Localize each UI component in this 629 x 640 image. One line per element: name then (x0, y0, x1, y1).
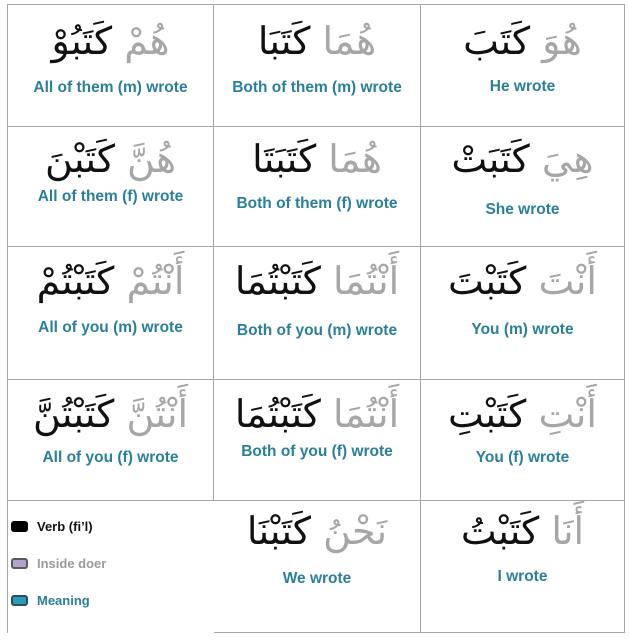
legend-label: Verb (fi’l) (37, 519, 93, 534)
legend-item-meaning (11, 593, 90, 608)
table-row (8, 247, 625, 380)
verb-word: كَتَبْتُمَا (234, 259, 321, 303)
meaning-text: You (m) wrote (471, 321, 574, 338)
conjugation-cell (8, 380, 214, 501)
doer-word: هِيَ (541, 137, 594, 181)
verb-word: كَتَبَتَا (252, 137, 317, 181)
verb-word: كَتَبُوْ (51, 19, 113, 63)
arabic-phrase (214, 13, 420, 69)
doer-word: أَنْتَ (538, 259, 597, 303)
table-row (8, 127, 625, 247)
legend-item-verb (11, 519, 93, 534)
verb-word: كَتَبْتُمْ (36, 259, 115, 303)
verb-word: كَتَبَ (463, 19, 531, 63)
conjugation-cell (8, 5, 214, 127)
verb-word: كَتَبْتُمَا (234, 392, 321, 436)
conjugation-cell (421, 247, 625, 380)
arabic-phrase (8, 131, 213, 187)
conjugation-cell (421, 501, 625, 633)
arabic-phrase (214, 131, 420, 187)
arabic-phrase (421, 503, 624, 559)
arabic-phrase (421, 253, 624, 309)
doer-word: نَحْنُ (323, 509, 388, 553)
doer-word: أَنْتُمَا (332, 392, 400, 436)
doer-word: هُمَا (322, 19, 377, 63)
verb-word: كَتَبْتُنَّ (32, 392, 115, 436)
doer-word: أَنَا (551, 509, 585, 553)
arabic-phrase (214, 386, 420, 442)
meaning-text: Both of them (f) wrote (236, 195, 398, 212)
doer-word: هُمَا (328, 137, 382, 181)
verb-word: كَتَبَا (257, 19, 311, 63)
conjugation-cell (214, 5, 421, 127)
conjugation-cell (214, 380, 421, 501)
arabic-phrase (421, 131, 624, 187)
meaning-text: You (f) wrote (475, 449, 570, 466)
meaning-text: All of you (m) wrote (38, 319, 183, 336)
verb-swatch (11, 521, 28, 532)
meaning-swatch (11, 595, 28, 606)
meaning-text: All of you (f) wrote (42, 449, 179, 466)
arabic-phrase (8, 386, 213, 442)
legend-item-doer (11, 556, 106, 571)
legend-label: Meaning (37, 593, 90, 608)
verb-word: كَتَبْتِ (448, 392, 527, 436)
legend (8, 501, 214, 633)
arabic-phrase (8, 13, 213, 69)
meaning-text: All of them (f) wrote (37, 188, 184, 205)
doer-word: هُنَّ (127, 137, 176, 181)
verb-word: كَتَبْنَ (44, 137, 115, 181)
arabic-phrase (421, 386, 624, 442)
conjugation-cell (214, 501, 421, 633)
doer-word: أَنْتُنَّ (126, 392, 189, 436)
conjugation-cell (8, 127, 214, 247)
doer-word: أَنْتِ (538, 392, 597, 436)
legend-cell (8, 501, 214, 633)
doer-word: أَنْتُمْ (126, 259, 185, 303)
conjugation-table (7, 4, 625, 633)
arabic-phrase (214, 503, 420, 559)
doer-word: هُمْ (124, 19, 170, 63)
meaning-text: We wrote (282, 570, 352, 587)
verb-word: كَتَبْنَا (246, 509, 311, 553)
meaning-text: She wrote (485, 201, 560, 218)
conjugation-cell (8, 247, 214, 380)
conjugation-cell (214, 127, 421, 247)
legend-label: Inside doer (37, 556, 107, 571)
conjugation-cell (421, 127, 625, 247)
meaning-text: All of them (m) wrote (33, 79, 188, 96)
verb-word: كَتَبَتْ (451, 137, 530, 181)
meaning-text: Both of them (m) wrote (232, 79, 402, 96)
doer-word: هُوَ (542, 19, 582, 63)
conjugation-cell (214, 247, 421, 380)
verb-word: كَتَبْتَ (448, 259, 527, 303)
doer-swatch (11, 558, 28, 569)
table-row (8, 380, 625, 501)
doer-word: أَنْتُمَا (332, 259, 400, 303)
table-row (8, 5, 625, 127)
meaning-text: He wrote (489, 78, 556, 95)
meaning-text: Both of you (m) wrote (236, 322, 398, 339)
arabic-phrase (421, 13, 624, 69)
conjugation-cell (421, 5, 625, 127)
verb-word: كَتَبْتُ (460, 509, 540, 553)
conjugation-cell (421, 380, 625, 501)
meaning-text: Both of you (f) wrote (241, 443, 393, 460)
table-row (8, 501, 625, 633)
arabic-phrase (8, 253, 213, 309)
arabic-phrase (214, 253, 420, 309)
meaning-text: I wrote (497, 568, 548, 585)
